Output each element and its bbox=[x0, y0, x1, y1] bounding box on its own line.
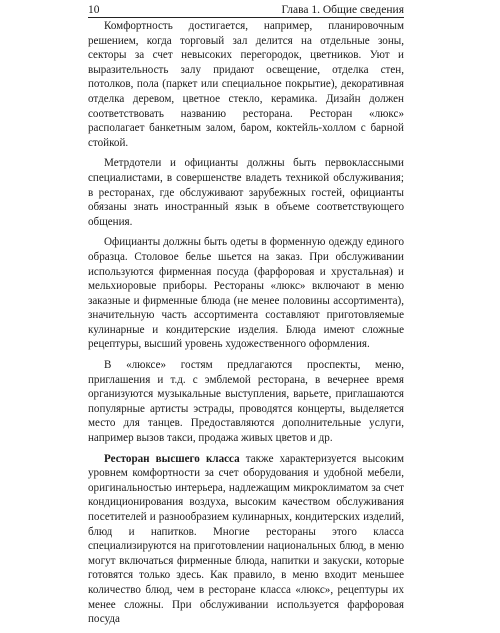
paragraph: Метрдотели и официанты должны быть первоклассными специалистами, в совершенстве владеть техникой обслуживания; в ресторанах, где обслуживают зарубежных гостей, официанты обязаны знать иностранный язык в объеме соответствующего общения. bbox=[88, 157, 404, 228]
paragraph: В «люксе» гостям предлагаются проспекты, меню, приглашения и т.д. с эмблемой ресторана, в вечернее время организуются музыкальные выступления, варьете, приглашаются популярные артисты эстрады, проводятся концерты, выделяется место для танцев. Предоставляются дополнительные услуги, например вызов такси, продажа живых цветов и др. bbox=[88, 359, 404, 445]
running-title: Глава 1. Общие сведения bbox=[281, 4, 404, 16]
paragraph bbox=[88, 452, 404, 627]
bold-term: Ресторан высшего класса bbox=[104, 452, 240, 465]
paragraph: Комфортность достигается, например, планировочным решением, когда торговый зал делится на отдельные зоны, секторы за счет невысоких перегородок, цветников. Уют и выразительность залу придают освещение, отделка стен, потолков, пола (паркет или специальное покрытие), декоративная отделка деревом, цветное стекло, керамика. Дизайн должен соответствовать названию ресторана. Ресторан «люкс» располагает банкетным залом, баром, коктейль-холлом с барной стойкой. bbox=[88, 20, 404, 149]
header-rule bbox=[88, 17, 404, 18]
body-text bbox=[88, 19, 404, 633]
paragraph: Официанты должны быть одеты в форменную одежду единого образца. Столовое белье шьется на заказ. При обслуживании используются фирменная посуда (фарфоровая и хрустальная) и мельхиоровые приборы. Рестораны «люкс» включают в меню заказные и фирменные блюда (не менее половины ассортимента), значительную часть ассортимента составляют приготовляемые кулинарные и кондитерские изделия. Блюда имеют сложные рецептуры, высший уровень художественного оформления. bbox=[88, 236, 404, 351]
page-header bbox=[88, 3, 404, 17]
paragraph-text: также характеризуется высоким уровнем комфортности за счет оборудования и удобной мебели, оригинальностью интерьера, надлежащим микроклиматом за счет кондиционирования воздуха, высоким качеством обслуживания посетителей и разнообразием кулинарных, кондитерских изделий, блюд и напитков. Многие рестораны этого класса специализируются на приготовлении национальных блюд, в меню могут включаться фирменные блюда, напитки и закуски, которые готовятся только здесь. Как правило, в меню входит меньшее количество блюд, чем в ресторане класса «люкс», рецептуры их менее сложны. При обслуживании используется фарфоровая посуда bbox=[88, 452, 404, 626]
page-number: 10 bbox=[88, 4, 100, 16]
